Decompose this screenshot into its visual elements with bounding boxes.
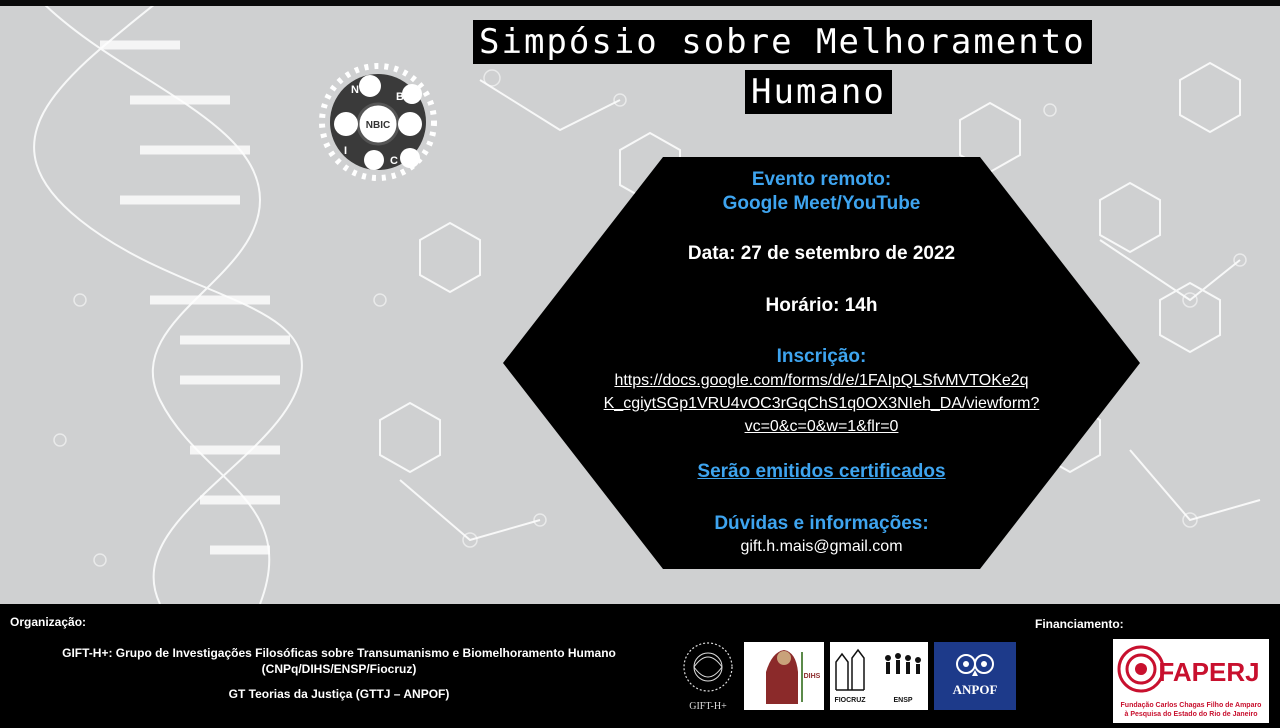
org-line-2: (CNPq/DIHS/ENSP/Fiocruz) xyxy=(261,662,417,676)
nbic-i-label: I xyxy=(344,145,348,157)
footer xyxy=(0,604,1280,728)
faperj-logo-text: FAPERJ xyxy=(1158,657,1260,687)
platform-label: Google Meet/YouTube xyxy=(722,193,921,214)
event-date: Data: 27 de setembro de 2022 xyxy=(687,243,956,264)
org-line-3: GT Teorias da Justiça (GTTJ – ANPOF) xyxy=(228,687,450,701)
event-time: Horário: 14h xyxy=(765,295,878,316)
nbic-logo-icon xyxy=(318,62,438,182)
gift-brain-icon xyxy=(676,637,740,715)
fiocruz-logo-text: FIOCRUZ xyxy=(834,697,866,704)
faperj-mark-icon xyxy=(1113,639,1269,723)
fiocruz-ensp-logo xyxy=(830,642,928,710)
faperj-subtitle-2: à Pesquisa do Estado do Rio de Janeiro xyxy=(1124,711,1258,718)
dihs-logo xyxy=(744,642,824,710)
nbic-center-label: NBIC xyxy=(365,120,391,131)
registration-link-line-3[interactable]: vc=0&c=0&w=1&flr=0 xyxy=(744,418,899,435)
title-line-1: Simpósio sobre Melhoramento xyxy=(473,20,1092,64)
faperj-logo xyxy=(1113,639,1269,723)
faperj-subtitle-1: Fundação Carlos Chagas Filho de Amparo xyxy=(1120,702,1262,709)
contact-email[interactable]: gift.h.mais@gmail.com xyxy=(740,538,903,555)
gift-logo xyxy=(676,637,740,715)
dihs-figure-icon xyxy=(744,642,824,710)
organization-label: Organização: xyxy=(10,615,87,629)
questions-label: Dúvidas e informações: xyxy=(714,513,929,534)
nbic-b-label: B xyxy=(396,91,404,103)
org-line-1: GIFT-H+: Grupo de Investigações Filosóficas sobre Transumanismo e Biomelhoramento Humano xyxy=(62,646,616,660)
nbic-n-label: N xyxy=(351,84,359,96)
dihs-logo-text: DIHS xyxy=(803,673,821,680)
nbic-c-label: C xyxy=(390,155,398,167)
ensp-logo-text: ENSP xyxy=(893,697,913,704)
fiocruz-building-icon xyxy=(830,642,928,710)
anpof-logo-text: ANPOF xyxy=(952,682,998,697)
anpof-owl-icon xyxy=(934,642,1016,710)
event-info-hexagon xyxy=(503,157,1140,569)
registration-link-line-2[interactable]: K_cgiytSGp1VRU4vOC3rGqChS1q0OX3NIeh_DA/viewform? xyxy=(603,395,1040,412)
title-line-2: Humano xyxy=(745,70,892,114)
remote-event-label: Evento remoto: xyxy=(751,169,892,190)
gift-logo-text: GIFT-H+ xyxy=(689,701,727,712)
registration-label: Inscrição: xyxy=(776,346,867,367)
registration-link-line-1[interactable]: https://docs.google.com/forms/d/e/1FAIpQLSfvMVTOKe2q xyxy=(614,372,1029,389)
certificates-link[interactable]: Serão emitidos certificados xyxy=(697,461,946,482)
funding-label: Financiamento: xyxy=(1035,617,1124,631)
anpof-logo xyxy=(934,642,1016,710)
